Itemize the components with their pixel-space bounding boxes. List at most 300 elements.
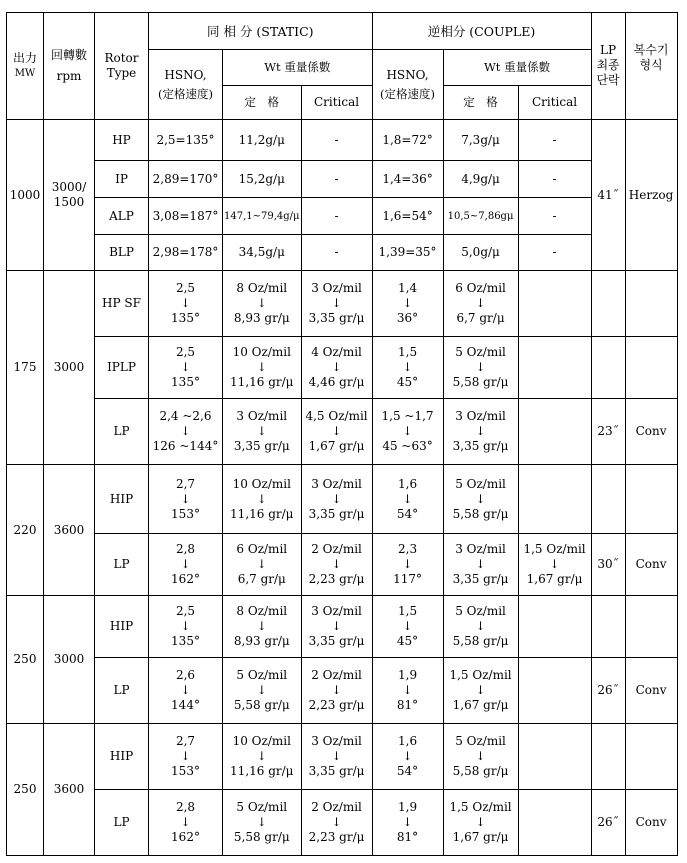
couple-rated-cell-line: ↓: [475, 296, 486, 310]
couple-hsno-cell-line: 1,6: [398, 734, 418, 748]
static-hsno-cell: [149, 337, 223, 399]
rotor-type-cell: HIP: [95, 465, 149, 534]
header-static-hsno-label: HSNO,: [164, 67, 207, 82]
couple-hsno-cell-line: 117°: [393, 572, 422, 586]
static-rated-cell-line: 3 Oz/mil: [236, 409, 288, 423]
table-row: [7, 534, 678, 596]
couple-rated-cell: [443, 337, 518, 399]
couple-hsno-cell-line: 1,5: [398, 604, 418, 618]
condenser-type-cell: [625, 271, 677, 337]
rpm-cell: 3600: [44, 465, 95, 596]
static-rated-cell-line: 10 Oz/mil: [232, 345, 291, 359]
condenser-type-cell: [625, 337, 677, 399]
static-critical-cell: -: [301, 161, 372, 198]
static-critical-cell-line: 2 Oz/mil: [311, 668, 362, 682]
couple-hsno-cell: 1,39=35°: [372, 235, 443, 271]
couple-rated-cell: [443, 399, 518, 465]
header-rotor-bottom: Type: [106, 66, 137, 80]
static-hsno-cell-line: ↓: [180, 749, 191, 763]
static-rated-cell: 34,5g/μ: [223, 235, 302, 271]
header-lp-last-stage: [591, 13, 625, 120]
couple-critical-cell-line: 1,67 gr/μ: [526, 572, 583, 586]
static-critical-cell-line: ↓: [331, 296, 342, 310]
static-hsno-cell-line: 162°: [171, 830, 200, 844]
static-hsno-cell-line: 144°: [171, 698, 200, 712]
static-hsno-cell-line: 126 ~144°: [152, 439, 219, 453]
couple-critical-cell: -: [518, 235, 591, 271]
rpm-cell: [44, 120, 95, 271]
couple-rated-cell: [443, 790, 518, 856]
lp-last-stage-cell: [591, 465, 625, 534]
couple-rated-cell-line: 6 Oz/mil: [455, 281, 506, 295]
couple-hsno-cell-line: ↓: [402, 557, 413, 571]
couple-hsno-cell-line: 45°: [396, 375, 419, 389]
static-rated-cell-line: 8,93 gr/μ: [233, 634, 290, 648]
couple-hsno-cell-line: ↓: [402, 491, 413, 506]
static-critical-cell-line: 3 Oz/mil: [311, 281, 362, 295]
static-critical-cell-line: 3 Oz/mil: [311, 734, 362, 748]
couple-hsno-cell-line: ↓: [402, 815, 413, 829]
static-rated-cell-line: 6,7 gr/μ: [237, 572, 286, 586]
header-lp-mid: 최종: [596, 58, 620, 72]
output-cell: 220: [7, 465, 44, 596]
static-critical-cell: [301, 271, 372, 337]
static-hsno-cell: [149, 596, 223, 658]
couple-hsno-cell: [372, 271, 443, 337]
static-hsno-cell: [149, 658, 223, 724]
couple-critical-cell-line: ↓: [549, 557, 560, 571]
header-couple-wt: Wt 重量係數: [443, 50, 591, 86]
header-condenser-type: [625, 13, 677, 120]
couple-rated-cell-line: 1,67 gr/μ: [452, 830, 509, 844]
couple-hsno-cell-line: ↓: [402, 296, 413, 310]
table-row: [7, 790, 678, 856]
static-hsno-cell-line: ↓: [180, 683, 191, 697]
header-static-wt: Wt 重量係數: [223, 50, 373, 86]
static-hsno-cell: [149, 534, 223, 596]
static-rated-cell-line: 6 Oz/mil: [236, 542, 288, 556]
couple-rated-cell-line: ↓: [475, 424, 486, 438]
static-rated-cell-line: 10 Oz/mil: [232, 476, 291, 491]
couple-rated-cell-line: 3,35 gr/μ: [452, 439, 509, 453]
static-critical-cell-line: 3 Oz/mil: [311, 476, 362, 491]
couple-rated-cell-line: ↓: [475, 683, 486, 697]
condenser-type-cell: Conv: [625, 658, 677, 724]
couple-hsno-cell: [372, 596, 443, 658]
static-critical-cell-line: ↓: [331, 683, 342, 697]
couple-critical-cell: [518, 271, 591, 337]
static-rated-cell-line: 11,16 gr/μ: [230, 764, 294, 778]
rotor-type-cell: HIP: [95, 596, 149, 658]
static-hsno-cell: 3,08=187°: [149, 198, 223, 235]
couple-hsno-cell-line: 54°: [396, 764, 419, 778]
static-hsno-cell-line: 135°: [171, 634, 200, 648]
condenser-type-cell: Conv: [625, 790, 677, 856]
static-critical-cell-line: 2,23 gr/μ: [308, 830, 365, 844]
couple-hsno-cell-line: ↓: [402, 683, 413, 697]
couple-rated-cell-line: 5,58 gr/μ: [452, 375, 509, 389]
rotor-type-cell: IPLP: [95, 337, 149, 399]
static-critical-cell: -: [301, 198, 372, 235]
rpm-cell-line: 3000/: [51, 180, 87, 194]
static-rated-cell: [223, 596, 302, 658]
static-hsno-cell: [149, 724, 223, 790]
rotor-type-cell: HP: [95, 120, 149, 161]
static-rated-cell-line: 3,35 gr/μ: [233, 439, 290, 453]
header-couple-critical: Critical: [518, 86, 591, 120]
static-critical-cell-line: 2,23 gr/μ: [308, 572, 365, 586]
lp-last-stage-cell: [591, 724, 625, 790]
rpm-cell: 3000: [44, 596, 95, 724]
static-rated-cell-line: 5,58 gr/μ: [233, 698, 290, 712]
static-hsno-cell-line: 2,5: [175, 604, 196, 618]
static-hsno-cell-line: 2,5: [175, 345, 196, 359]
static-rated-cell-line: 11,16 gr/μ: [230, 506, 294, 521]
static-critical-cell-line: 3,35 gr/μ: [308, 311, 365, 325]
lp-last-stage-cell: [591, 596, 625, 658]
rotor-type-cell: HIP: [95, 724, 149, 790]
static-critical-cell-line: ↓: [331, 491, 342, 506]
condenser-type-cell: [625, 596, 677, 658]
static-hsno-cell: [149, 271, 223, 337]
couple-hsno-cell: [372, 399, 443, 465]
couple-hsno-cell-line: 36°: [396, 311, 419, 325]
static-rated-cell-line: 5 Oz/mil: [236, 800, 288, 814]
static-critical-cell: [301, 790, 372, 856]
header-rpm-bottom: rpm: [56, 69, 82, 83]
header-static-critical: Critical: [301, 86, 372, 120]
couple-critical-cell: [518, 534, 591, 596]
static-hsno-cell-line: 2,8: [175, 800, 196, 814]
static-rated-cell-line: 5 Oz/mil: [236, 668, 288, 682]
couple-critical-cell: [518, 465, 591, 534]
static-rated-cell: [223, 337, 302, 399]
couple-rated-cell: [443, 271, 518, 337]
rotor-type-cell: LP: [95, 658, 149, 724]
couple-rated-cell: 7,3g/μ: [443, 120, 518, 161]
static-rated-cell: [223, 534, 302, 596]
table-row: [7, 399, 678, 465]
couple-critical-cell: [518, 724, 591, 790]
couple-rated-cell: [443, 534, 518, 596]
couple-hsno-cell-line: ↓: [402, 424, 413, 438]
static-critical-cell: [301, 596, 372, 658]
static-hsno-cell-line: 2,7: [175, 734, 196, 748]
couple-critical-cell: [518, 399, 591, 465]
static-hsno-cell-line: ↓: [180, 360, 191, 374]
header-couple-hsno: [372, 50, 443, 120]
couple-critical-cell: [518, 658, 591, 724]
static-rated-cell-line: ↓: [256, 491, 267, 506]
couple-hsno-cell-line: 81°: [396, 698, 419, 712]
couple-hsno-cell-line: ↓: [402, 749, 413, 763]
header-output-label: 出力: [12, 51, 37, 65]
static-critical-cell-line: ↓: [331, 360, 342, 374]
static-rated-cell: 147,1~79,4g/μ: [223, 198, 302, 235]
couple-hsno-cell-line: ↓: [402, 360, 413, 374]
static-critical-cell-line: 4,46 gr/μ: [308, 375, 365, 389]
static-critical-cell: [301, 337, 372, 399]
rotor-type-cell: BLP: [95, 235, 149, 271]
static-rated-cell-line: ↓: [256, 815, 267, 829]
couple-rated-cell: [443, 596, 518, 658]
static-rated-cell: [223, 465, 302, 534]
lp-last-stage-cell: 26˝: [591, 658, 625, 724]
header-static-hsno-sub: (定格速度): [158, 86, 213, 101]
static-critical-cell-line: ↓: [331, 557, 342, 571]
static-critical-cell: -: [301, 120, 372, 161]
static-hsno-cell-line: 2,4 ~2,6: [159, 409, 212, 423]
couple-hsno-cell-line: 1,5: [398, 345, 418, 359]
static-critical-cell-line: 2 Oz/mil: [311, 542, 362, 556]
condenser-type-cell: [625, 724, 677, 790]
static-rated-cell: [223, 790, 302, 856]
static-rated-cell-line: 8 Oz/mil: [236, 604, 288, 618]
couple-hsno-cell-line: 1,4: [398, 281, 418, 295]
couple-hsno-cell: [372, 658, 443, 724]
balance-weight-table: [6, 12, 678, 856]
couple-rated-cell-line: 3 Oz/mil: [455, 409, 506, 423]
static-hsno-cell-line: 135°: [171, 375, 200, 389]
header-static-group: 同 相 分 (STATIC): [149, 13, 373, 50]
static-hsno-cell-line: 135°: [171, 311, 200, 325]
output-cell: 250: [7, 596, 44, 724]
rotor-type-cell: LP: [95, 534, 149, 596]
static-hsno-cell: 2,89=170°: [149, 161, 223, 198]
static-rated-cell-line: ↓: [256, 296, 267, 310]
static-critical-cell-line: 3 Oz/mil: [311, 604, 362, 618]
static-rated-cell-line: ↓: [256, 749, 267, 763]
static-rated-cell: [223, 399, 302, 465]
couple-hsno-cell: 1,6=54°: [372, 198, 443, 235]
couple-rated-cell: 5,0g/μ: [443, 235, 518, 271]
static-hsno-cell: 2,98=178°: [149, 235, 223, 271]
couple-rated-cell-line: ↓: [475, 619, 486, 633]
static-critical-cell-line: 2,23 gr/μ: [308, 698, 365, 712]
couple-critical-cell: [518, 790, 591, 856]
couple-rated-cell-line: 1,67 gr/μ: [452, 698, 509, 712]
couple-rated-cell-line: 5,58 gr/μ: [452, 506, 509, 521]
couple-hsno-cell-line: ↓: [402, 619, 413, 633]
table-row: [7, 198, 678, 235]
couple-critical-cell: -: [518, 120, 591, 161]
header-lp-bottom: 단락: [596, 73, 620, 87]
couple-rated-cell-line: 5,58 gr/μ: [452, 634, 509, 648]
couple-rated-cell-line: 1,5 Oz/mil: [449, 800, 512, 814]
static-hsno-cell-line: 153°: [171, 764, 200, 778]
rpm-cell: 3600: [44, 724, 95, 856]
table-row: [7, 465, 678, 534]
couple-hsno-cell: 1,4=36°: [372, 161, 443, 198]
couple-hsno-cell-line: 45 ~63°: [382, 439, 433, 453]
couple-hsno-cell: [372, 534, 443, 596]
static-critical-cell-line: 3,35 gr/μ: [308, 764, 365, 778]
static-critical-cell: [301, 724, 372, 790]
lp-last-stage-cell: 41˝: [591, 120, 625, 271]
static-rated-cell: 11,2g/μ: [223, 120, 302, 161]
header-rpm: [44, 13, 95, 120]
table-row: [7, 161, 678, 198]
table-row: [7, 724, 678, 790]
header-rotor-top: Rotor: [104, 51, 139, 65]
condenser-type-cell: [625, 465, 677, 534]
couple-rated-cell-line: ↓: [475, 815, 486, 829]
header-output-unit: MW: [14, 68, 36, 79]
static-critical-cell-line: ↓: [331, 619, 342, 633]
couple-hsno-cell-line: 2,3: [398, 542, 418, 556]
rotor-type-cell: IP: [95, 161, 149, 198]
static-hsno-cell: 2,5=135°: [149, 120, 223, 161]
couple-rated-cell: [443, 658, 518, 724]
couple-critical-cell-line: 1,5 Oz/mil: [523, 542, 586, 556]
couple-hsno-cell: [372, 724, 443, 790]
static-critical-cell-line: 1,67 gr/μ: [308, 439, 365, 453]
static-hsno-cell-line: 2,7: [175, 476, 196, 491]
couple-rated-cell-line: 5 Oz/mil: [455, 604, 506, 618]
static-critical-cell: [301, 465, 372, 534]
static-critical-cell-line: 4,5 Oz/mil: [305, 409, 368, 423]
static-hsno-cell-line: ↓: [180, 815, 191, 829]
static-rated-cell-line: ↓: [256, 683, 267, 697]
header-static-hsno: [149, 50, 223, 120]
couple-rated-cell-line: 5,58 gr/μ: [452, 764, 509, 778]
static-rated-cell-line: ↓: [256, 557, 267, 571]
static-hsno-cell-line: 2,5: [175, 281, 196, 295]
table-row: [7, 120, 678, 161]
lp-last-stage-cell: [591, 337, 625, 399]
header-cond-top: 복수기: [633, 43, 669, 57]
header-couple-hsno-label: HSNO,: [386, 67, 429, 82]
static-rated-cell: [223, 271, 302, 337]
table-row: [7, 337, 678, 399]
static-hsno-cell-line: ↓: [180, 557, 191, 571]
couple-hsno-cell-line: 45°: [396, 634, 419, 648]
couple-rated-cell-line: ↓: [475, 557, 486, 571]
header-rotor-type: [95, 13, 149, 120]
static-hsno-cell-line: 2,6: [175, 668, 196, 682]
header-static-rated: 定 格: [223, 86, 302, 120]
couple-rated-cell-line: ↓: [475, 749, 486, 763]
static-hsno-cell-line: ↓: [180, 491, 191, 506]
static-critical-cell-line: ↓: [331, 749, 342, 763]
output-cell: 250: [7, 724, 44, 856]
static-hsno-cell: [149, 465, 223, 534]
header-rpm-top: 回轉數: [50, 48, 87, 62]
rotor-type-cell: HP SF: [95, 271, 149, 337]
static-hsno-cell: [149, 399, 223, 465]
couple-rated-cell-line: 6,7 gr/μ: [456, 311, 505, 325]
static-critical-cell: [301, 399, 372, 465]
static-hsno-cell-line: 162°: [171, 572, 200, 586]
header-couple-hsno-sub: (定格速度): [380, 86, 436, 101]
balance-weight-table-container: [6, 12, 678, 856]
static-rated-cell: 15,2g/μ: [223, 161, 302, 198]
static-hsno-cell-line: ↓: [180, 619, 191, 633]
rotor-type-cell: LP: [95, 399, 149, 465]
rpm-cell-line: 1500: [53, 195, 85, 209]
couple-rated-cell: [443, 465, 518, 534]
static-critical-cell-line: 3,35 gr/μ: [308, 634, 365, 648]
couple-hsno-cell-line: 1,9: [398, 668, 418, 682]
couple-rated-cell-line: 3 Oz/mil: [455, 542, 506, 556]
couple-hsno-cell: [372, 790, 443, 856]
static-rated-cell-line: 10 Oz/mil: [232, 734, 291, 748]
table-row: [7, 271, 678, 337]
lp-last-stage-cell: [591, 271, 625, 337]
couple-rated-cell-line: ↓: [475, 360, 486, 374]
couple-hsno-cell: 1,8=72°: [372, 120, 443, 161]
table-row: [7, 235, 678, 271]
couple-hsno-cell: [372, 337, 443, 399]
static-critical-cell: -: [301, 235, 372, 271]
couple-hsno-cell-line: 1,6: [398, 476, 418, 491]
couple-critical-cell: [518, 337, 591, 399]
static-critical-cell-line: ↓: [331, 424, 342, 438]
static-rated-cell: [223, 724, 302, 790]
couple-hsno-cell-line: 54°: [396, 506, 419, 521]
static-hsno-cell-line: ↓: [180, 424, 191, 438]
static-hsno-cell-line: 153°: [171, 506, 200, 521]
static-rated-cell-line: 11,16 gr/μ: [230, 375, 294, 389]
couple-rated-cell: 10,5~7,86gμ: [443, 198, 518, 235]
couple-critical-cell: [518, 596, 591, 658]
couple-hsno-cell-line: 81°: [396, 830, 419, 844]
header-output: [7, 13, 44, 120]
couple-critical-cell: -: [518, 198, 591, 235]
rotor-type-cell: ALP: [95, 198, 149, 235]
condenser-type-cell: Conv: [625, 534, 677, 596]
static-rated-cell-line: 5,58 gr/μ: [233, 830, 290, 844]
header-cond-bottom: 형식: [639, 58, 663, 72]
output-cell: 1000: [7, 120, 44, 271]
couple-rated-cell-line: 1,5 Oz/mil: [449, 668, 512, 682]
static-rated-cell-line: ↓: [256, 360, 267, 374]
static-rated-cell: [223, 658, 302, 724]
lp-last-stage-cell: 23˝: [591, 399, 625, 465]
table-row: [7, 658, 678, 724]
static-hsno-cell-line: 2,8: [175, 542, 196, 556]
static-rated-cell-line: ↓: [256, 619, 267, 633]
lp-last-stage-cell: 30˝: [591, 534, 625, 596]
static-critical-cell-line: 3,35 gr/μ: [308, 506, 365, 521]
couple-rated-cell: 4,9g/μ: [443, 161, 518, 198]
condenser-type-cell: Herzog: [625, 120, 677, 271]
condenser-type-cell: Conv: [625, 399, 677, 465]
rpm-cell: 3000: [44, 271, 95, 465]
static-hsno-cell-line: ↓: [180, 296, 191, 310]
rotor-type-cell: LP: [95, 790, 149, 856]
couple-rated-cell-line: 5 Oz/mil: [455, 345, 506, 359]
static-critical-cell-line: ↓: [331, 815, 342, 829]
lp-last-stage-cell: 26˝: [591, 790, 625, 856]
couple-rated-cell-line: 5 Oz/mil: [455, 476, 506, 491]
couple-rated-cell-line: ↓: [475, 491, 486, 506]
couple-rated-cell: [443, 724, 518, 790]
couple-critical-cell: -: [518, 161, 591, 198]
table-row: [7, 596, 678, 658]
header-couple-group: 逆相分 (COUPLE): [372, 13, 591, 50]
couple-hsno-cell-line: 1,5 ~1,7: [381, 409, 434, 423]
static-rated-cell-line: 8 Oz/mil: [236, 281, 288, 295]
couple-hsno-cell: [372, 465, 443, 534]
table-body: [7, 120, 678, 856]
static-rated-cell-line: 8,93 gr/μ: [233, 311, 290, 325]
static-rated-cell-line: ↓: [256, 424, 267, 438]
output-cell: 175: [7, 271, 44, 465]
couple-rated-cell-line: 5 Oz/mil: [455, 734, 506, 748]
couple-rated-cell-line: 3,35 gr/μ: [452, 572, 509, 586]
couple-hsno-cell-line: 1,9: [398, 800, 418, 814]
